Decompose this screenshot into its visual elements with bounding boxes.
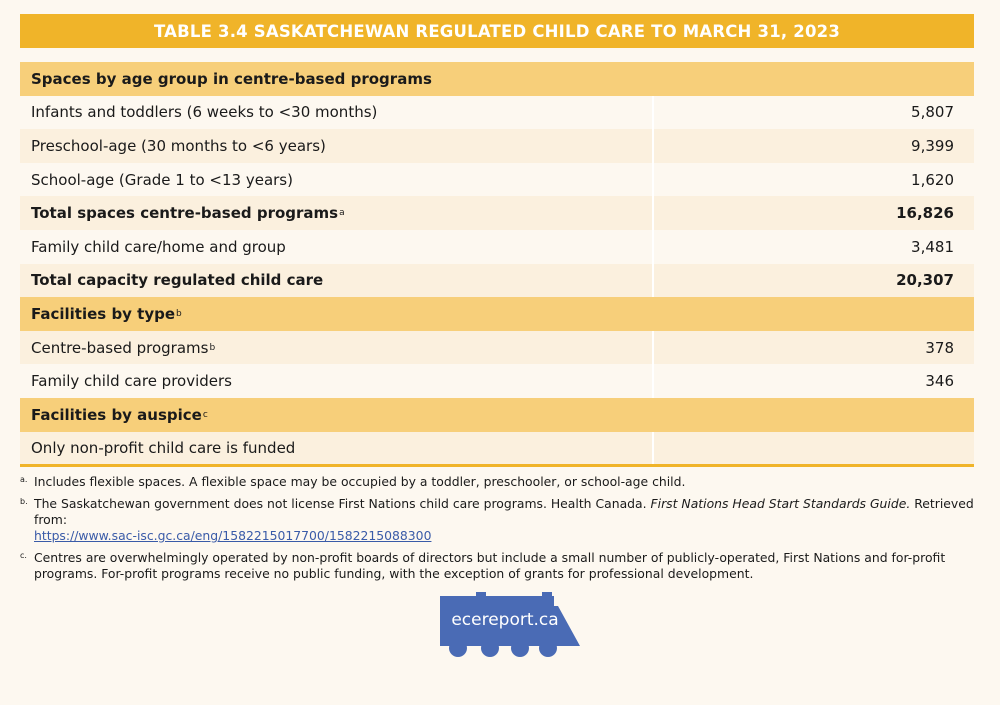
- table-row-total-centre: [20, 196, 974, 230]
- logo-text: ecereport.ca: [451, 610, 559, 630]
- table-title: TABLE 3.4 SASKATCHEWAN REGULATED CHILD CARE TO MARCH 31, 2023: [20, 14, 974, 48]
- table-row-preschool: [20, 129, 974, 163]
- row-label: [20, 196, 644, 230]
- footnote-mark: c.: [20, 551, 27, 560]
- section-label-text: Facilities by auspice: [31, 405, 202, 424]
- footnote-c: [20, 550, 975, 582]
- section-header-auspice: [20, 398, 974, 432]
- table-row-school: [20, 163, 974, 197]
- row-label-text: Centre-based programs: [31, 338, 209, 357]
- row-value: 3,481: [652, 230, 974, 264]
- footnote-text: Includes flexible spaces. A flexible space may be occupied by a toddler, preschooler, or school-age child.: [34, 474, 686, 489]
- row-value: 378: [652, 331, 974, 365]
- footnote-ref-b: b: [209, 342, 216, 353]
- table-row-family: [20, 230, 974, 264]
- footnote-text-part: Retrieved from:: [34, 496, 974, 527]
- row-label: [20, 331, 644, 365]
- table-bottom-rule: [20, 464, 974, 467]
- data-table: [20, 62, 974, 465]
- table-row-nonprofit: [20, 432, 974, 466]
- row-value: 20,307: [652, 264, 974, 298]
- row-label: Only non-profit child care is funded: [31, 439, 296, 458]
- footnote-text: [34, 496, 975, 544]
- footnote-title: First Nations Head Start Standards Guide.: [650, 496, 911, 511]
- row-label: School-age (Grade 1 to <13 years): [31, 170, 293, 189]
- section-label: [20, 398, 644, 432]
- footnote-b: [20, 496, 975, 544]
- row-value: 9,399: [652, 129, 974, 163]
- row-label-text: Total spaces centre-based programs: [31, 204, 339, 223]
- section-header-facilities-type: [20, 297, 974, 331]
- footnote-mark: a.: [20, 475, 28, 484]
- footnote-a: [20, 474, 975, 490]
- row-value: 346: [652, 364, 974, 398]
- section-label-text: Facilities by type: [31, 304, 176, 323]
- row-label: Family child care/home and group: [31, 237, 286, 256]
- footnote-link[interactable]: https://www.sac-isc.gc.ca/eng/1582215017700/1582215088300: [34, 528, 432, 543]
- ecereport-logo: [440, 592, 582, 660]
- row-label: Family child care providers: [31, 372, 232, 391]
- section-label: [20, 297, 644, 331]
- row-value: 1,620: [652, 163, 974, 197]
- table-row-centre-programs: [20, 331, 974, 365]
- footnote-text: Centres are overwhelmingly operated by non-profit boards of directors but include a small number of publicly-operated, First Nations and for-profit programs. For-profit programs receive no public funding, with the exception of grants for professional development.: [34, 550, 946, 581]
- footnote-mark: b.: [20, 497, 28, 506]
- table-row-total-capacity: [20, 264, 974, 298]
- footnotes: [20, 474, 975, 588]
- footnote-text-part: The Saskatchewan government does not license First Nations child care programs. Health Canada.: [34, 496, 647, 511]
- table-row-family-providers: [20, 364, 974, 398]
- row-label: Infants and toddlers (6 weeks to <30 months): [31, 103, 378, 122]
- table-row-infants: [20, 96, 974, 130]
- row-value: [652, 432, 974, 466]
- row-label: Preschool-age (30 months to <6 years): [31, 136, 326, 155]
- footnote-ref-b: b: [176, 308, 182, 319]
- row-label: Total capacity regulated child care: [31, 271, 324, 290]
- footnote-ref-a: a: [339, 208, 345, 219]
- row-value: 16,826: [652, 196, 974, 230]
- section-header-spaces: [20, 62, 974, 96]
- footnote-ref-c: c: [202, 409, 208, 420]
- row-value: 5,807: [652, 96, 974, 130]
- section-label: Spaces by age group in centre-based programs: [31, 69, 432, 88]
